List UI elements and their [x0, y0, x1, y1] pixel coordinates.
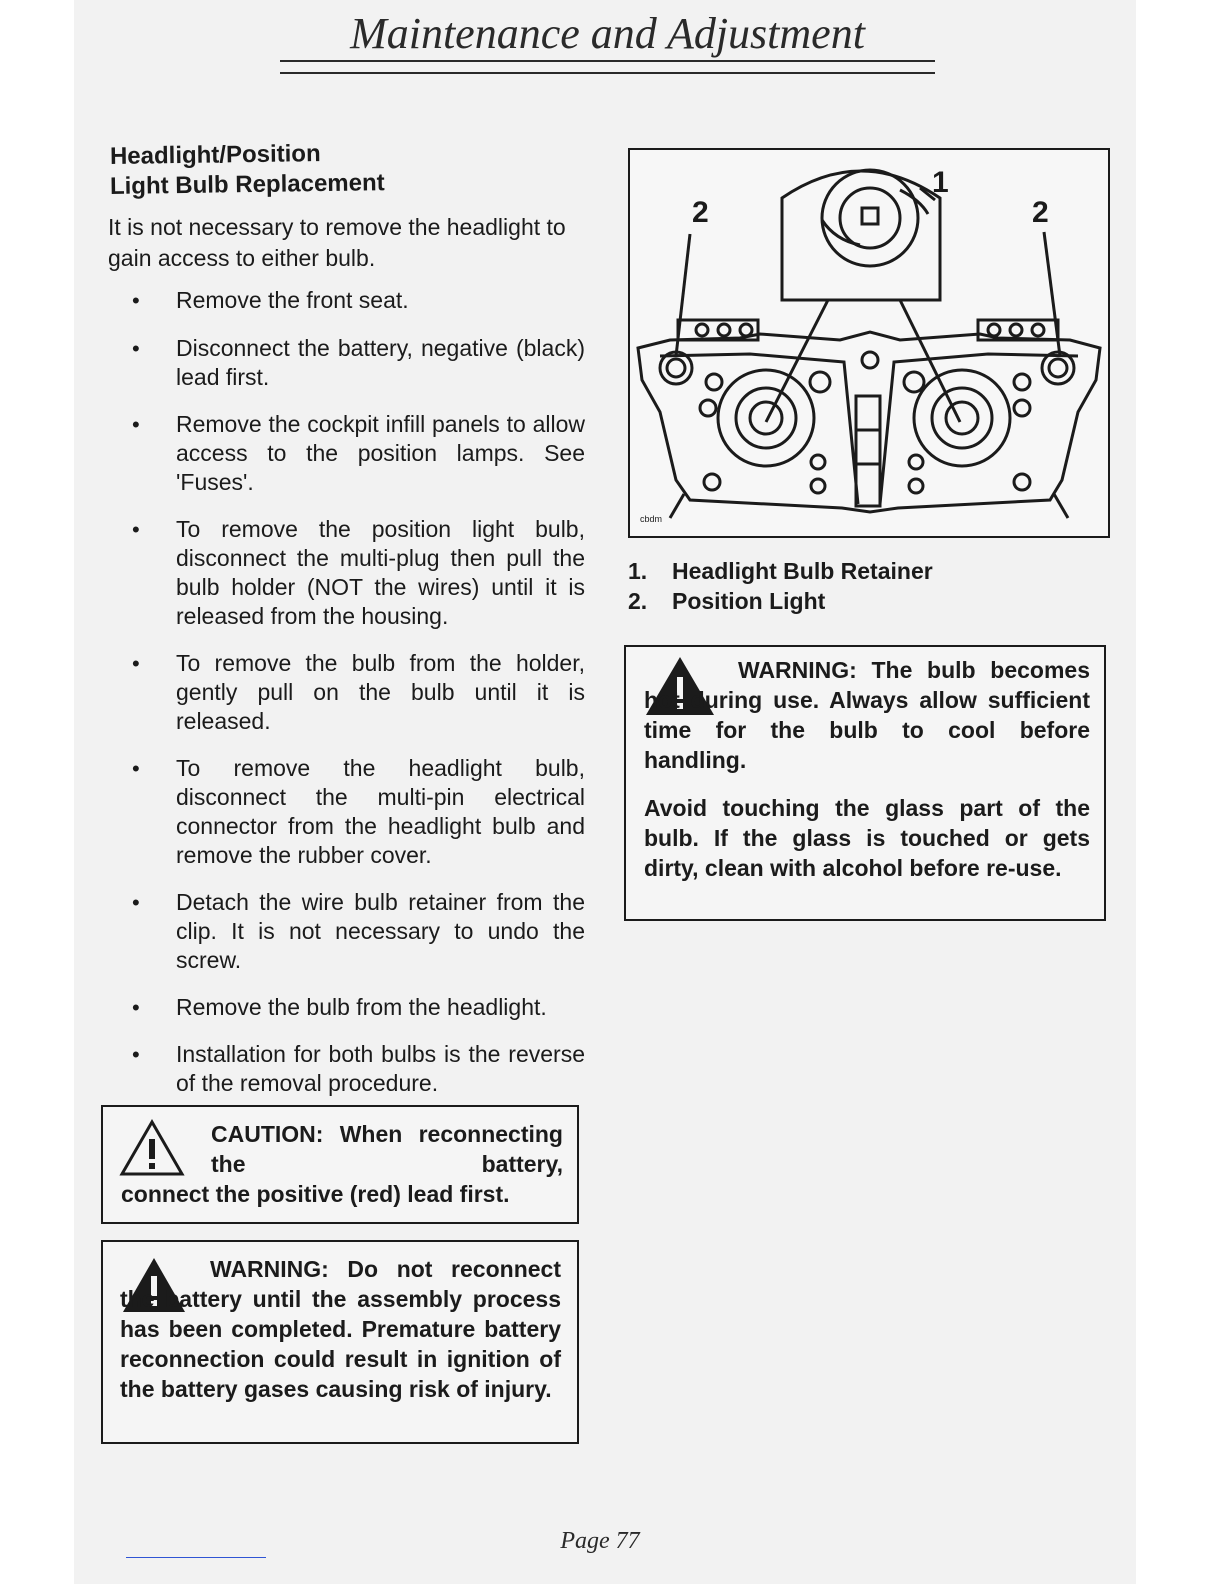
step-item: [130, 334, 585, 392]
legend-number: 1.: [628, 558, 648, 584]
headlight-diagram: [628, 148, 1110, 538]
step-text: Remove the cockpit infill panels to allow access to the position lamps. See 'Fuses'.: [176, 411, 585, 495]
step-text: Remove the bulb from the headlight.: [176, 994, 547, 1020]
headlight-assembly-drawing: [630, 150, 1108, 536]
step-item: [130, 286, 585, 315]
page-header-title: Maintenance and Adjustment: [350, 9, 865, 58]
bullet-icon: •: [132, 756, 140, 781]
callout-2-right: 2: [1032, 196, 1049, 229]
legend-label: Headlight Bulb Retainer: [672, 558, 933, 584]
callout-2-left: 2: [692, 196, 709, 229]
page-number: Page 77: [560, 1528, 640, 1554]
step-item: [130, 993, 585, 1022]
caution-text-repeat: connect the positive (red) lead first.: [121, 1181, 510, 1207]
section-intro: It is not necessary to remove the headlight to gain access to either bulb.: [108, 214, 566, 271]
section-heading: [110, 142, 590, 202]
step-text: To remove the position light bulb, disconnect the multi-plug then pull the bulb holder (NOT the wires) until it is released from the housing.: [176, 516, 585, 629]
bullet-icon: •: [132, 995, 140, 1020]
step-text: Remove the front seat.: [176, 287, 409, 313]
step-text: Detach the wire bulb retainer from the clip. It is not necessary to undo the screw.: [176, 889, 585, 973]
caution-text-clip: [211, 1119, 563, 1179]
step-item: [130, 515, 585, 631]
legend-item: [628, 556, 1098, 586]
caution-box: [101, 1105, 579, 1224]
caution-text-wrap: [121, 1179, 563, 1209]
header-rule-bottom: [280, 72, 935, 74]
warning-battery-text: WARNING: Do not reconnect the battery until the assembly process has been completed. Premature battery reconnection could result in ignition of the battery gases causing risk of injury.: [120, 1256, 561, 1402]
step-text: Installation for both bulbs is the reverse of the removal procedure.: [176, 1041, 585, 1096]
warning-hot-bulb-text: WARNING: The bulb becomes hot during use. Always allow sufficient time for the bulb to cool before handling.: [644, 657, 1090, 773]
step-text: Disconnect the battery, negative (black) lead first.: [176, 335, 585, 390]
section-heading-line2: Light Bulb Replacement: [109, 169, 385, 200]
figure-credit: cbdm: [640, 514, 663, 524]
step-item: [130, 1040, 585, 1098]
warning-glass-text: Avoid touching the glass part of the bulb. If the glass is touched or gets dirty, clean with alcohol before re-use.: [644, 795, 1090, 881]
step-item: [130, 410, 585, 497]
scan-artifact-line: [126, 1557, 266, 1558]
step-text: To remove the bulb from the holder, gently pull on the bulb until it is released.: [176, 650, 585, 734]
procedure-steps: [130, 286, 585, 1098]
legend-item: [628, 586, 1098, 616]
bullet-icon: •: [132, 651, 140, 676]
step-item: [130, 754, 585, 870]
figure-legend: [628, 556, 1098, 616]
warning-box-hot-bulb: [624, 645, 1106, 921]
scan-right-margin: [1136, 0, 1224, 1584]
legend-number: 2.: [628, 588, 648, 614]
bullet-icon: •: [132, 288, 140, 313]
step-text: To remove the headlight bulb, disconnect the multi-pin electrical connector from the headlight bulb and remove the rubber cover.: [176, 755, 585, 868]
scan-left-margin: [0, 0, 74, 1584]
legend-label: Position Light: [672, 588, 826, 614]
bullet-icon: •: [132, 890, 140, 915]
bullet-icon: •: [132, 1042, 140, 1067]
caution-triangle-icon: [119, 1119, 185, 1177]
step-item: [130, 649, 585, 736]
header-rule-top: [280, 60, 935, 62]
caution-text: CAUTION: When reconnecting the battery,: [211, 1121, 563, 1177]
warning-box-battery: [101, 1240, 579, 1444]
section-heading-line1: Headlight/Position: [109, 140, 321, 170]
bullet-icon: •: [132, 336, 140, 361]
bullet-icon: •: [132, 517, 140, 542]
callout-1: 1: [932, 166, 949, 199]
bullet-icon: •: [132, 412, 140, 437]
step-item: [130, 888, 585, 975]
